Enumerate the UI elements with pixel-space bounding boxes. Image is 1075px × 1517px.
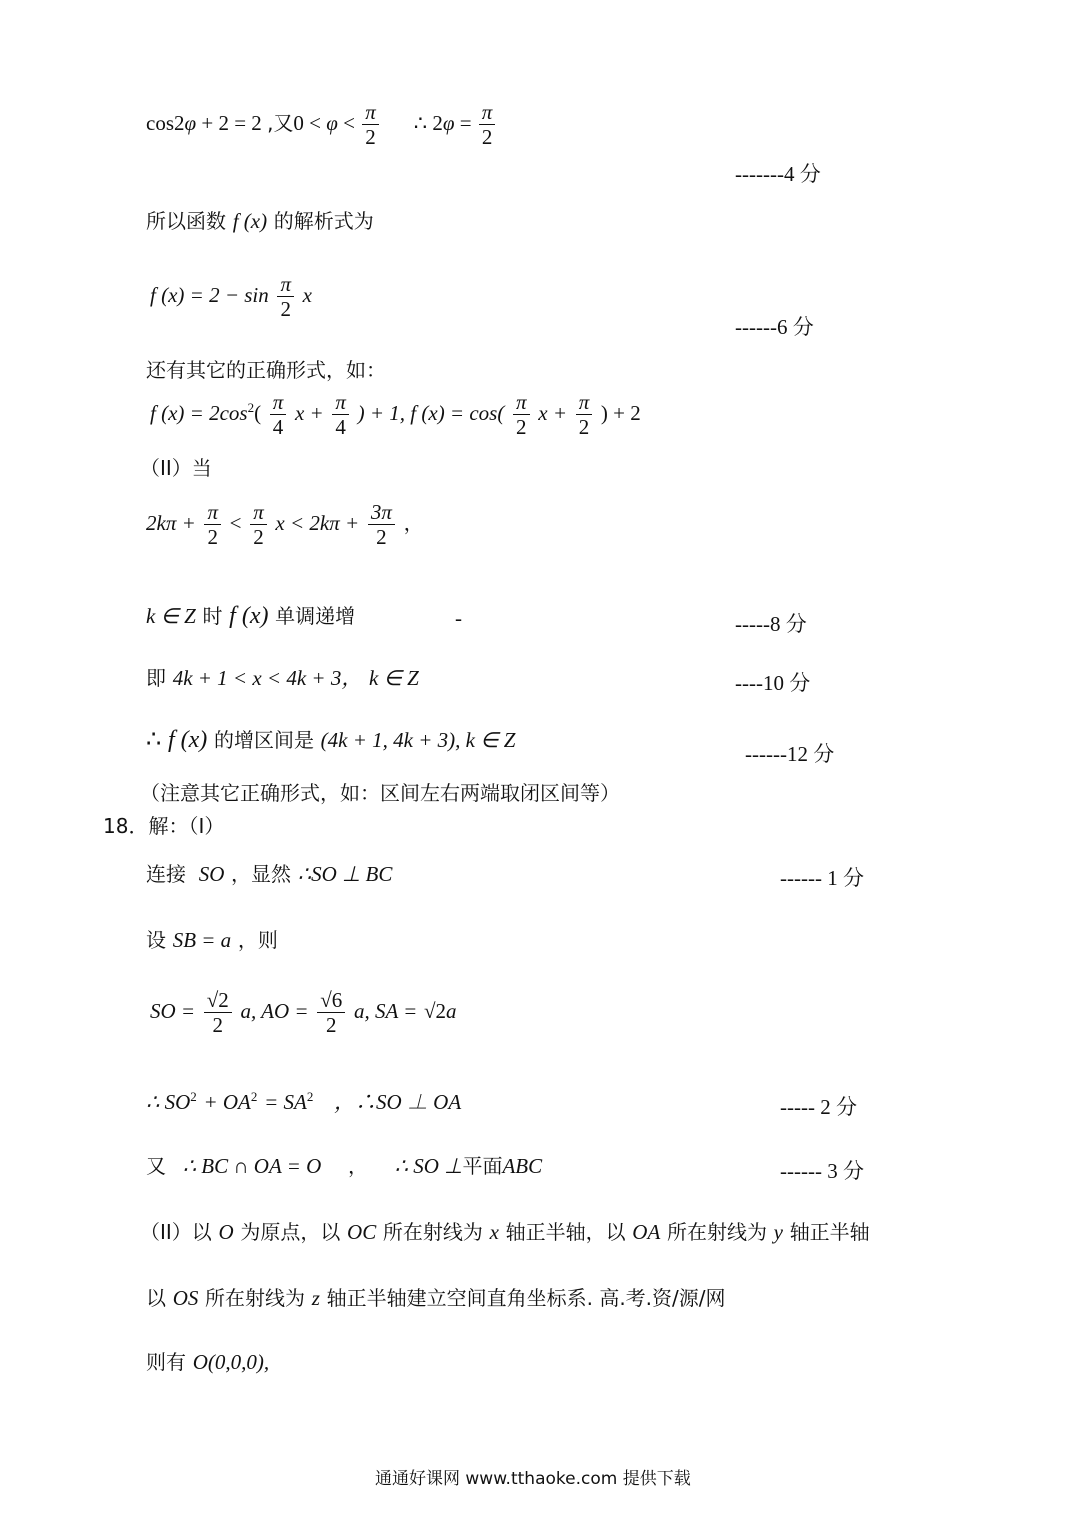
line-origin-coords: 则有 O(0,0,0), [146, 1350, 270, 1374]
score-10: ----10 分 [735, 671, 811, 695]
line-pythagoras: ∴ $SO^2 + OA^2 = SA^2$ ，∴SO ⊥ OA [146, 1089, 462, 1114]
line-so-perp-plane: 又 ∴ BC ∩ OA = O ， ∴ SO ⊥平面ABC [146, 1154, 543, 1178]
line-part2-when: （II）当 [140, 456, 212, 480]
line-monotonic: k ∈ Z 时 f (x) 单调递增 [146, 603, 356, 629]
line-fx-formula: f (x) = 2 − sin $\frac{\pi}{2}$ x [150, 272, 312, 322]
line-cos-eq: cos2φ + 2 = 2 ,又0 < φ < $\frac{\pi}{2}$ ∴ 2φ = $\frac{\pi}{2}$ [146, 100, 497, 149]
line-note: （注意其它正确形式，如：区间左右两端取闭区间等） [140, 781, 620, 805]
line-os-z-axis: 以 OS 所在射线为 z 轴正半轴建立空间直角坐标系. 高.考.资/源/网 [146, 1286, 726, 1310]
score-4: -------4 分 [735, 162, 821, 186]
line-interval-k: 即 4k + 1 < x < 4k + 3， k ∈ Z [146, 666, 419, 690]
line-lengths: SO = $\frac{√2}{2}$ a, AO = $\frac{√6}{2}$ a, SA = √2a [150, 988, 457, 1038]
score-6: ------6 分 [735, 315, 814, 339]
line-connect-so: 连接 SO ，显然 ∴SO ⊥ BC [146, 862, 393, 886]
problem-18-heading: 18．解：（I） [103, 814, 225, 838]
score-2: ----- 2 分 [780, 1095, 857, 1119]
line-increasing-interval: ∴ f (x) 的增区间是 (4k + 1, 4k + 3), k ∈ Z [146, 727, 516, 753]
score-8: -----8 分 [735, 612, 807, 636]
line-let-sb: 设 SB = a ，则 [146, 928, 278, 952]
line-analytic-intro: 所以函数 f (x) 的解析式为 [146, 209, 374, 233]
score-3: ------ 3 分 [780, 1159, 864, 1183]
score-1: ------ 1 分 [780, 866, 864, 890]
score-12: ------12 分 [745, 742, 835, 766]
line-alt-formulas: f $(x) = 2\cos^2$( $\frac{\pi}{4}$ x + $\frac{\pi}{4}$ ) + 1, f (x) = cos( $\frac{\pi}{2}$ x + $\frac{\pi}{2}$ ) + 2 [150, 390, 641, 440]
footer-download-note: 通通好课网 www.tthaoke.com 提供下载 [375, 1469, 691, 1489]
line-coordinate-setup: （II）以 O 为原点，以 OC 所在射线为 x 轴正半轴，以 OA 所在射线为 y 轴正半轴 [140, 1220, 870, 1244]
line-other-forms: 还有其它的正确形式，如： [146, 358, 386, 382]
line-inequality: 2kπ + $\frac{\pi}{2}$ < $\frac{\pi}{2}$ x < 2kπ + $\frac{3\pi}{2}$ ， [146, 500, 424, 550]
stray-dash: - [455, 606, 462, 630]
